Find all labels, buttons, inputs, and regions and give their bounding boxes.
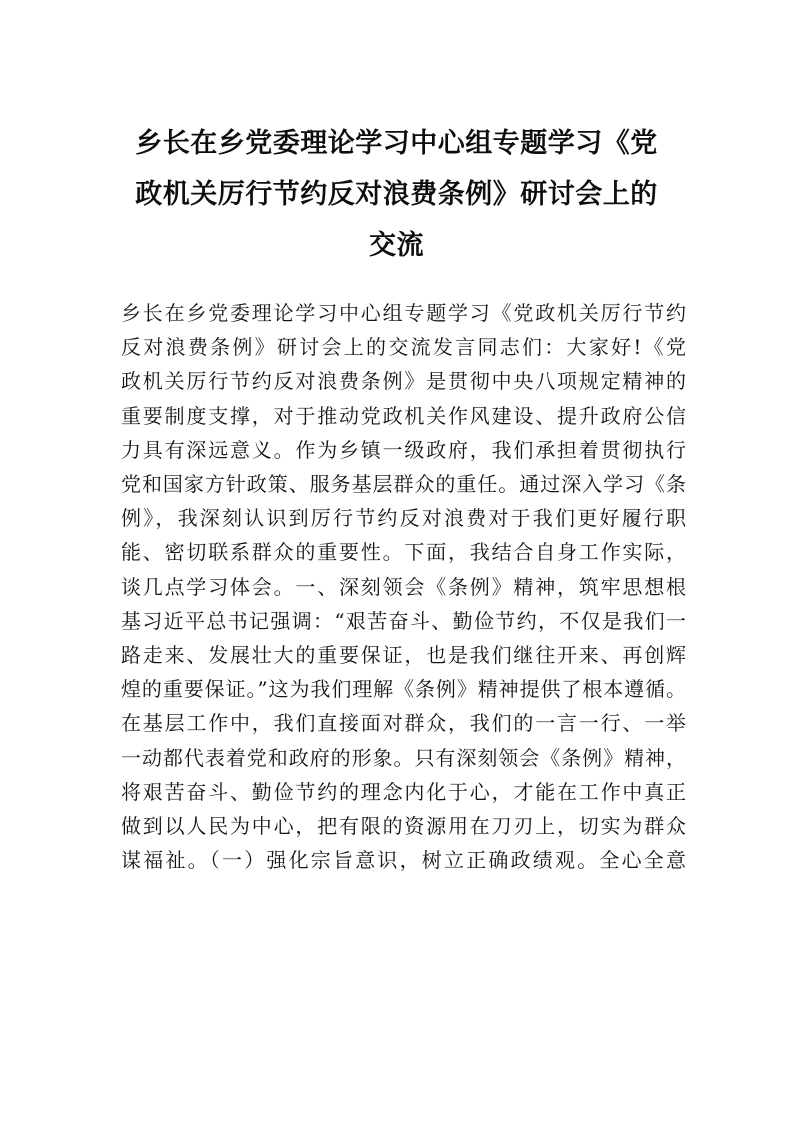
body-line: 煌的重要保证。”这为我们理解《条例》精神提供了根本遵循。: [121, 677, 686, 702]
title-line: 乡长在乡党委理论学习中心组专题学习《党: [135, 128, 658, 159]
body-line: 重要制度支撑，对于推动党政机关作风建设、提升政府公信: [121, 403, 686, 428]
body-line: 路走来、发展壮大的重要保证，也是我们继往开来、再创辉: [121, 643, 686, 668]
document-body: [121, 296, 686, 877]
body-line: 一动都代表着党和政府的形象。只有深刻领会《条例》精神，: [121, 745, 686, 770]
body-line: 能、密切联系群众的重要性。下面，我结合自身工作实际，: [121, 540, 686, 565]
document-title: [110, 118, 683, 271]
title-line: 交流: [369, 230, 424, 261]
body-line: 乡长在乡党委理论学习中心组专题学习《党政机关厉行节约: [121, 301, 686, 325]
body-line: 在基层工作中，我们直接面对群众，我们的一言一行、一举: [121, 711, 686, 736]
body-line: 将艰苦奋斗、勤俭节约的理念内化于心，才能在工作中真正: [121, 779, 686, 804]
body-line: 党和国家方针政策、服务基层群众的重任。通过深入学习《条: [121, 472, 686, 497]
body-line: 力具有深远意义。作为乡镇一级政府，我们承担着贯彻执行: [121, 437, 686, 462]
body-line: 例》，我深刻认识到厉行节约反对浪费对于我们更好履行职: [121, 506, 686, 531]
title-line: 政机关厉行节约反对浪费条例》研讨会上的: [135, 179, 658, 210]
body-line: 政机关厉行节约反对浪费条例》是贯彻中央八项规定精神的: [121, 369, 686, 394]
body-line: 做到以人民为中心，把有限的资源用在刀刃上，切实为群众: [121, 814, 686, 839]
body-line: 反对浪费条例》研讨会上的交流发言同志们：大家好!《党: [121, 335, 686, 360]
body-line: 谋福祉。（一）强化宗旨意识，树立正确政绩观。全心全意: [121, 848, 686, 873]
body-line: 谈几点学习体会。一、深刻领会《条例》精神，筑牢思想根: [121, 574, 686, 599]
body-line: 基习近平总书记强调：“艰苦奋斗、勤俭节约，不仅是我们一: [121, 608, 686, 633]
